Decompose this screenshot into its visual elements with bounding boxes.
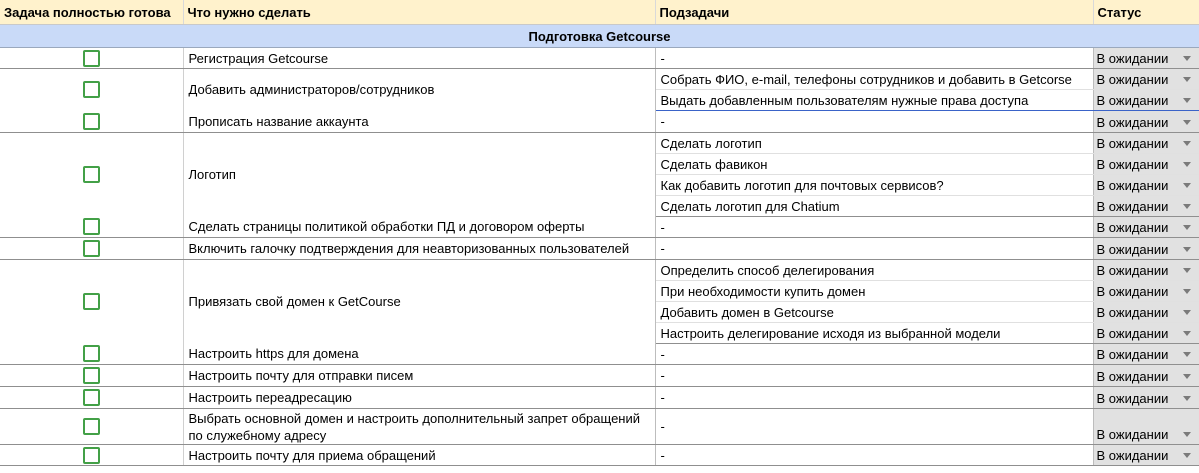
status-dropdown[interactable] (1093, 175, 1199, 196)
task-row (0, 111, 1199, 133)
subtask-cell[interactable]: - (655, 238, 1093, 260)
status-label: В ожидании (1096, 283, 1169, 299)
subtask-cell[interactable]: Сделать логотип (655, 133, 1093, 154)
task-row (0, 365, 1199, 387)
done-checkbox[interactable] (83, 418, 100, 435)
done-checkbox-cell (0, 260, 183, 344)
status-label: В ожидании (1096, 262, 1169, 278)
task-name[interactable]: Добавить администраторов/сотрудников (183, 69, 655, 111)
dropdown-caret-icon[interactable] (1183, 183, 1191, 188)
header-row (0, 0, 1199, 25)
task-name[interactable]: Настроить почту для приема обращений (183, 445, 655, 466)
task-name[interactable]: Привязать свой домен к GetCourse (183, 260, 655, 344)
done-checkbox-cell (0, 387, 183, 409)
section-title[interactable]: Подготовка Getcourse (0, 25, 1199, 48)
done-checkbox-cell (0, 344, 183, 365)
status-dropdown[interactable] (1093, 323, 1199, 344)
status-dropdown[interactable] (1093, 154, 1199, 175)
task-name[interactable]: Логотип (183, 133, 655, 217)
status-label: В ожидании (1096, 346, 1169, 362)
task-row (0, 260, 1199, 281)
status-label: В ожидании (1096, 92, 1169, 108)
task-name[interactable]: Настроить https для домена (183, 344, 655, 365)
subtask-cell[interactable]: Добавить домен в Getcourse (655, 302, 1093, 323)
dropdown-caret-icon[interactable] (1183, 204, 1191, 209)
status-label: В ожидании (1096, 177, 1169, 193)
dropdown-caret-icon[interactable] (1183, 120, 1191, 125)
status-dropdown[interactable] (1093, 409, 1199, 445)
task-name[interactable]: Прописать название аккаунта (183, 111, 655, 133)
subtask-cell[interactable]: - (655, 48, 1093, 69)
status-dropdown[interactable] (1093, 260, 1199, 281)
dropdown-caret-icon[interactable] (1183, 432, 1191, 437)
dropdown-caret-icon[interactable] (1183, 374, 1191, 379)
status-dropdown[interactable] (1093, 196, 1199, 217)
dropdown-caret-icon[interactable] (1183, 331, 1191, 336)
dropdown-caret-icon[interactable] (1183, 77, 1191, 82)
status-dropdown[interactable] (1093, 302, 1199, 323)
task-row (0, 69, 1199, 90)
task-name[interactable]: Регистрация Getcourse (183, 48, 655, 69)
status-label: В ожидании (1096, 304, 1169, 320)
done-checkbox[interactable] (83, 367, 100, 384)
done-checkbox[interactable] (83, 81, 100, 98)
dropdown-caret-icon[interactable] (1183, 141, 1191, 146)
status-dropdown[interactable] (1093, 281, 1199, 302)
subtask-cell[interactable]: Определить способ делегирования (655, 260, 1093, 281)
done-checkbox[interactable] (83, 113, 100, 130)
task-row (0, 409, 1199, 445)
done-checkbox-cell (0, 48, 183, 69)
done-checkbox[interactable] (83, 50, 100, 67)
status-label: В ожидании (1096, 198, 1169, 214)
dropdown-caret-icon[interactable] (1183, 453, 1191, 458)
done-checkbox-cell (0, 409, 183, 445)
done-checkbox[interactable] (83, 447, 100, 464)
status-label: В ожидании (1096, 368, 1169, 384)
task-name[interactable]: Выбрать основной домен и настроить дополнительный запрет обращений по служебному адресу (183, 409, 655, 445)
subtask-cell[interactable]: Собрать ФИО, e-mail, телефоны сотрудников и добавить в Getcorse (655, 69, 1093, 90)
dropdown-caret-icon[interactable] (1183, 396, 1191, 401)
task-name[interactable]: Настроить почту для отправки писем (183, 365, 655, 387)
status-dropdown[interactable] (1093, 69, 1199, 90)
subtask-cell[interactable]: Настроить делегирование исходя из выбранной модели (655, 323, 1093, 344)
subtask-cell[interactable]: - (655, 387, 1093, 409)
header-todo[interactable]: Что нужно сделать (183, 0, 655, 25)
done-checkbox[interactable] (83, 293, 100, 310)
done-checkbox-cell (0, 111, 183, 133)
task-row (0, 133, 1199, 154)
status-dropdown[interactable] (1093, 445, 1199, 466)
done-checkbox-cell (0, 133, 183, 217)
task-row (0, 48, 1199, 69)
header-status[interactable]: Статус (1093, 0, 1199, 25)
task-name[interactable]: Настроить переадресацию (183, 387, 655, 409)
subtask-cell[interactable]: Выдать добавленным пользователям нужные права доступа (655, 90, 1093, 111)
status-dropdown[interactable] (1093, 111, 1199, 133)
status-label: В ожидании (1096, 447, 1169, 463)
status-dropdown[interactable] (1093, 238, 1199, 260)
done-checkbox[interactable] (83, 345, 100, 362)
task-name[interactable]: Включить галочку подтверждения для неавторизованных пользователей (183, 238, 655, 260)
status-dropdown[interactable] (1093, 344, 1199, 365)
status-label: В ожидании (1096, 241, 1169, 257)
subtask-cell[interactable]: - (655, 344, 1093, 365)
task-row (0, 238, 1199, 260)
done-checkbox[interactable] (83, 166, 100, 183)
done-checkbox[interactable] (83, 240, 100, 257)
done-checkbox-cell (0, 445, 183, 466)
status-label: В ожидании (1096, 426, 1169, 442)
status-dropdown[interactable] (1093, 387, 1199, 409)
subtask-cell[interactable]: Сделать логотип для Chatium (655, 196, 1093, 217)
done-checkbox[interactable] (83, 218, 100, 235)
task-row (0, 387, 1199, 409)
done-checkbox-cell (0, 238, 183, 260)
subtask-cell[interactable]: При необходимости купить домен (655, 281, 1093, 302)
subtask-cell[interactable]: - (655, 217, 1093, 238)
status-label: В ожидании (1096, 156, 1169, 172)
subtask-cell[interactable]: Как добавить логотип для почтовых сервисов? (655, 175, 1093, 196)
subtask-cell[interactable]: - (655, 365, 1093, 387)
status-label: В ожидании (1096, 50, 1169, 66)
dropdown-caret-icon[interactable] (1183, 289, 1191, 294)
status-label: В ожидании (1096, 135, 1169, 151)
status-dropdown[interactable] (1093, 365, 1199, 387)
header-done[interactable]: Задача полностью готова (0, 0, 183, 25)
status-label: В ожидании (1096, 114, 1169, 130)
dropdown-caret-icon[interactable] (1183, 56, 1191, 61)
status-dropdown[interactable] (1093, 217, 1199, 238)
done-checkbox[interactable] (83, 389, 100, 406)
dropdown-caret-icon[interactable] (1183, 310, 1191, 315)
task-row (0, 344, 1199, 365)
subtask-cell[interactable]: - (655, 445, 1093, 466)
dropdown-caret-icon[interactable] (1183, 247, 1191, 252)
done-checkbox-cell (0, 365, 183, 387)
status-label: В ожидании (1096, 71, 1169, 87)
done-checkbox-cell (0, 69, 183, 111)
dropdown-caret-icon[interactable] (1183, 98, 1191, 103)
subtask-cell[interactable]: Сделать фавикон (655, 154, 1093, 175)
dropdown-caret-icon[interactable] (1183, 352, 1191, 357)
status-label: В ожидании (1096, 390, 1169, 406)
status-label: В ожидании (1096, 325, 1169, 341)
section-row (0, 25, 1199, 48)
status-dropdown[interactable] (1093, 48, 1199, 69)
status-dropdown[interactable] (1093, 90, 1199, 111)
subtask-cell[interactable]: - (655, 111, 1093, 133)
dropdown-caret-icon[interactable] (1183, 268, 1191, 273)
dropdown-caret-icon[interactable] (1183, 225, 1191, 230)
status-label: В ожидании (1096, 219, 1169, 235)
header-subtasks[interactable]: Подзадачи (655, 0, 1093, 25)
dropdown-caret-icon[interactable] (1183, 162, 1191, 167)
task-name[interactable]: Сделать страницы политикой обработки ПД и договором оферты (183, 217, 655, 238)
done-checkbox-cell (0, 217, 183, 238)
status-dropdown[interactable] (1093, 133, 1199, 154)
task-row (0, 217, 1199, 238)
subtask-cell[interactable]: - (655, 409, 1093, 445)
task-row (0, 445, 1199, 466)
